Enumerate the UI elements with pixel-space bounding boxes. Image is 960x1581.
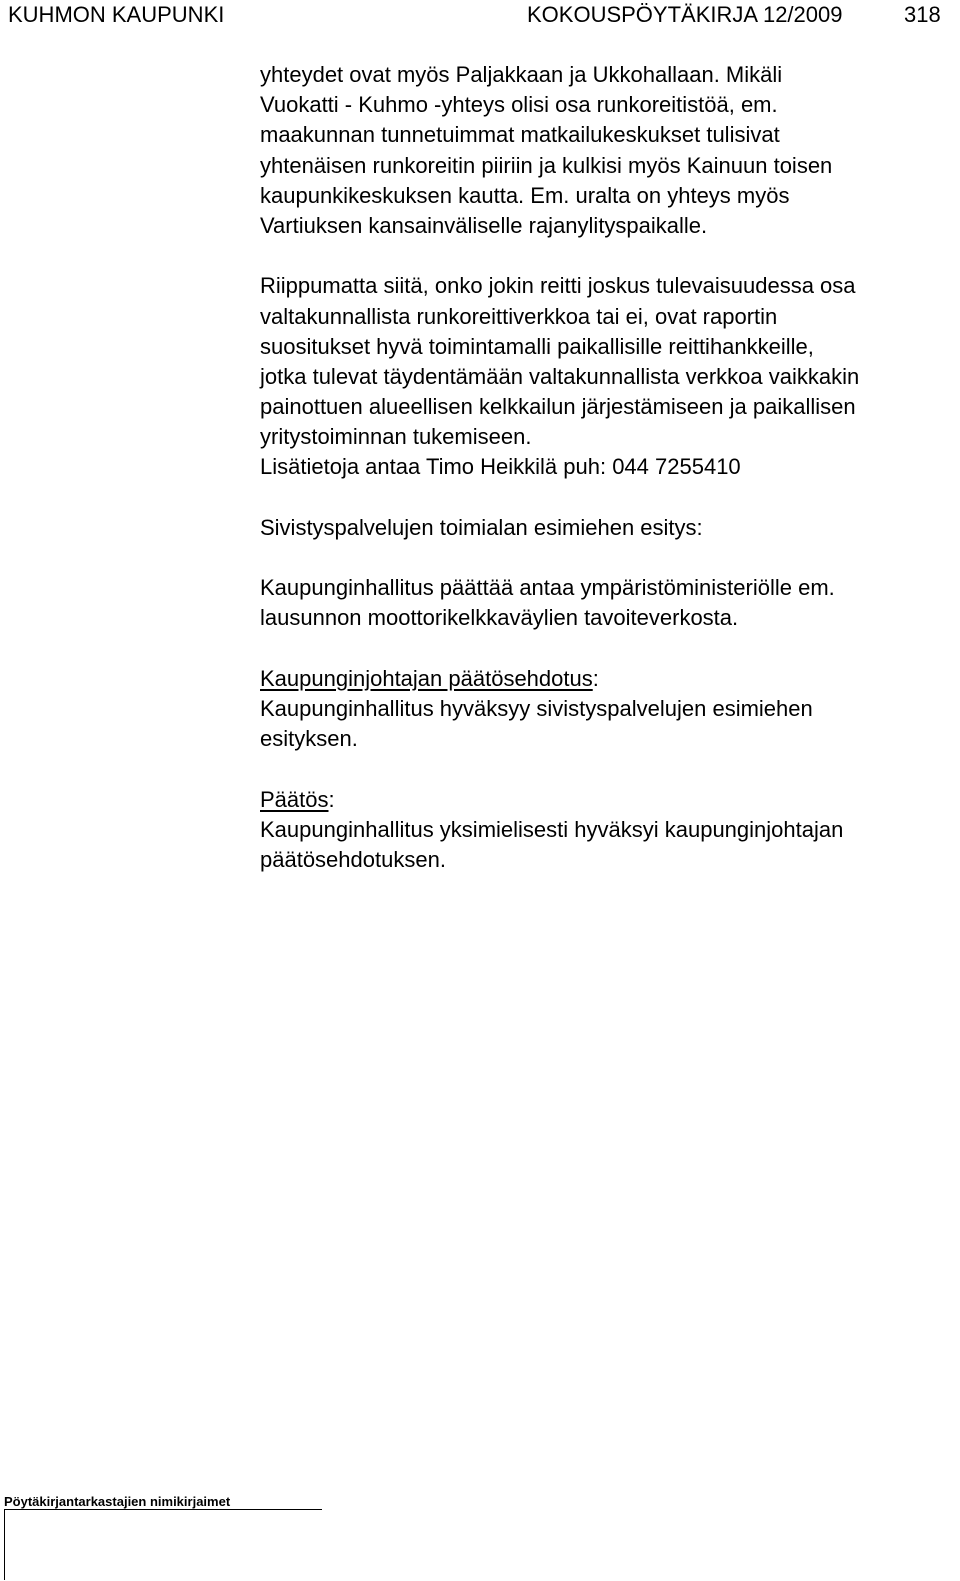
text-line: valtakunnallista runkoreittiverkkoa tai ei, ovat raportin <box>260 303 778 329</box>
initials-box-edge <box>4 1510 5 1580</box>
heading-colon: : <box>328 786 335 812</box>
proposal-heading: Sivistyspalvelujen toimialan esimiehen esitys: <box>260 514 703 540</box>
decision-heading-line <box>260 785 960 815</box>
text-line: esityksen. <box>260 726 358 752</box>
organization-name: KUHMON KAUPUNKI <box>8 2 225 27</box>
blank-line <box>260 634 960 664</box>
mayor-proposal-text <box>260 694 960 754</box>
paragraph-route-connections <box>260 60 960 241</box>
blank-line <box>260 754 960 784</box>
text-line: yritystoiminnan tukemiseen. <box>260 424 532 450</box>
text-line: kaupunkikeskuksen kautta. Em. uralta on yhteys myös <box>260 182 790 208</box>
text-line: Vuokatti - Kuhmo -yhteys olisi osa runkoreitistöä, em. <box>260 92 778 118</box>
blank-line <box>260 543 960 573</box>
blank-line <box>260 241 960 271</box>
reviewers-initials-label: Pöytäkirjantarkastajien nimikirjaimet <box>4 1494 231 1509</box>
decision-text <box>260 815 960 875</box>
text-line: yhtenäisen runkoreitin piiriin ja kulkisi myös Kainuun toisen <box>260 152 833 178</box>
text-line: painottuen alueellisen kelkkailun järjestämiseen ja paikallisen <box>260 394 856 420</box>
text-line: Kaupunginhallitus hyväksyy sivistyspalvelujen esimiehen <box>260 695 813 721</box>
text-line: suositukset hyvä toimintamalli paikallisille reittihankkeille, <box>260 333 814 359</box>
mayor-heading: Kaupunginjohtajan päätösehdotus <box>260 665 593 691</box>
contact-info: Lisätietoja antaa Timo Heikkilä puh: 044 7255410 <box>260 454 741 480</box>
decision-heading: Päätös <box>260 786 329 812</box>
text-line: Vartiuksen kansainväliselle rajanylityspaikalle. <box>260 212 708 238</box>
proposal-text <box>260 573 960 633</box>
text-line: jotka tulevat täydentämään valtakunnallista verkkoa vaikkakin <box>260 363 860 389</box>
text-line: Kaupunginhallitus yksimielisesti hyväksyi kaupunginjohtajan <box>260 816 844 842</box>
text-line: lausunnon moottorikelkkaväylien tavoiteverkosta. <box>260 605 739 631</box>
text-line: yhteydet ovat myös Paljakkaan ja Ukkohallaan. Mikäli <box>260 62 783 87</box>
footer-divider <box>4 1509 322 1510</box>
document-title: KOKOUSPÖYTÄKIRJA 12/2009 <box>527 2 843 27</box>
page-header <box>0 0 960 30</box>
text-line: Kaupunginhallitus päättää antaa ympäristöministeriölle em. <box>260 575 835 601</box>
text-line: päätösehdotuksen. <box>260 846 446 872</box>
page-number: 318 <box>904 2 941 27</box>
document-body <box>260 60 960 875</box>
blank-line <box>260 483 960 513</box>
mayor-heading-line <box>260 664 960 694</box>
text-line: maakunnan tunnetuimmat matkailukeskukset tulisivat <box>260 122 780 148</box>
paragraph-recommendations <box>260 271 960 482</box>
heading-colon: : <box>592 665 599 691</box>
text-line: Riippumatta siitä, onko jokin reitti joskus tulevaisuudessa osa <box>260 273 856 299</box>
